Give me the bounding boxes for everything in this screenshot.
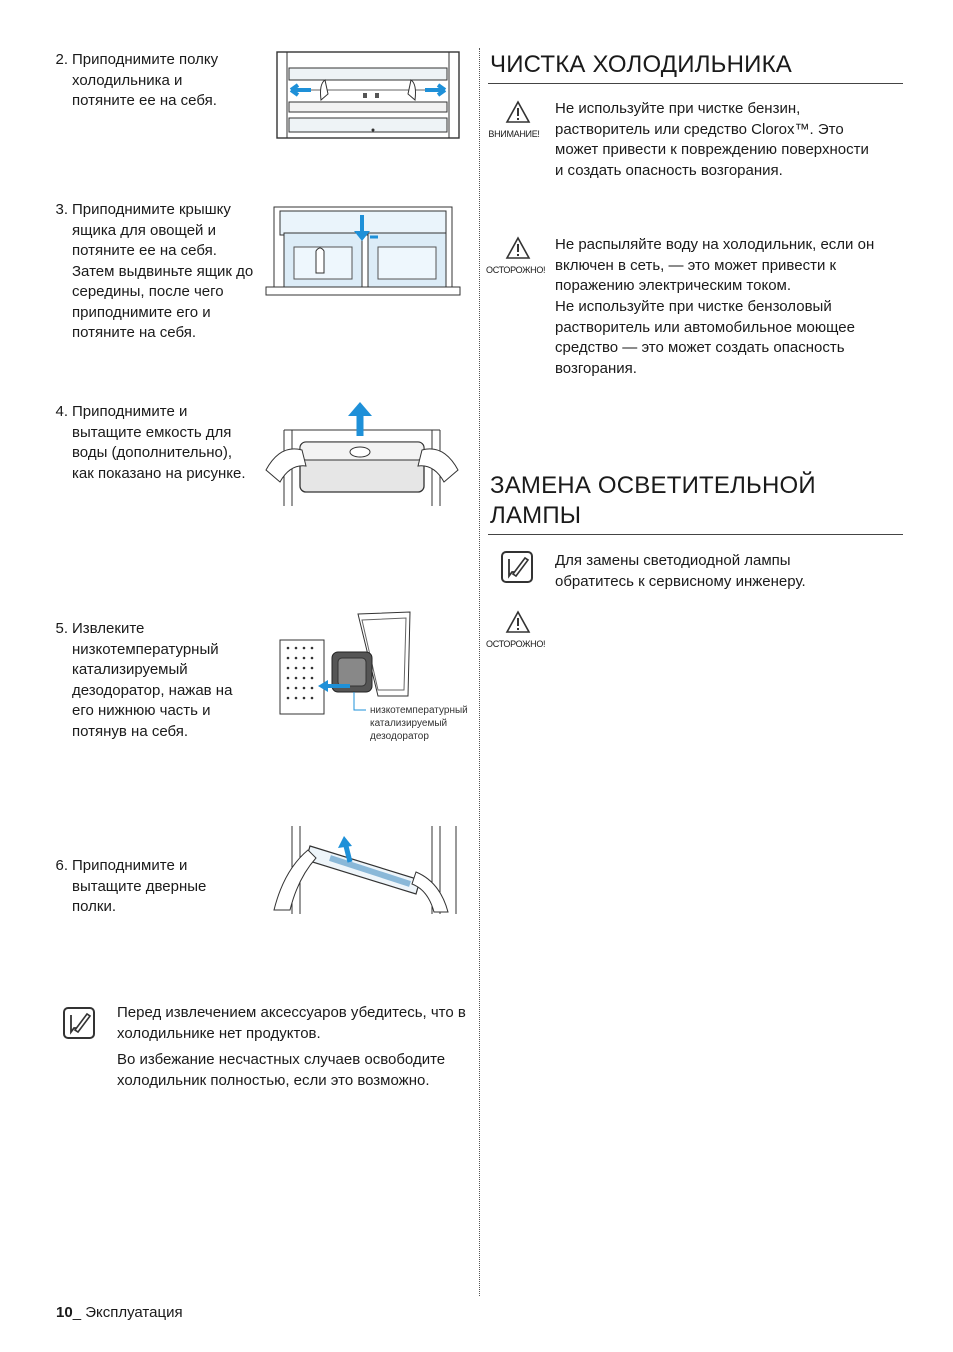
- warning-triangle-icon: [505, 100, 531, 124]
- warning-block-icon: [490, 100, 546, 139]
- step-6: [50, 856, 250, 926]
- step-3: [50, 200, 260, 350]
- lamp-section-title: ЗАМЕНА ОСВЕТИТЕЛЬНОЙ ЛАМПЫ: [490, 472, 816, 529]
- step-text: Приподнимите и вытащите дверные полки.: [72, 857, 207, 915]
- shelf-removal-figure: [275, 50, 461, 140]
- warning-label: ВНИМАНИЕ!: [488, 129, 540, 139]
- note-pencil-icon: [500, 550, 534, 589]
- footer-section: _ Эксплуатация: [72, 1304, 183, 1321]
- warning-triangle-icon: [505, 610, 531, 634]
- step-text: Приподнимите полку холодильника и потяните ее на себя.: [72, 51, 219, 109]
- step-number: 5.: [55, 620, 68, 637]
- lamp-caution-icon: [486, 610, 546, 649]
- step-text: Приподнимите и вытащите емкость для воды (дополнительно), как показано на рисунке.: [72, 403, 246, 482]
- step-number: 4.: [55, 403, 68, 420]
- warning-triangle-icon: [505, 236, 531, 260]
- step-number: 2.: [55, 51, 68, 68]
- warning-text: Не используйте при чистке бензин, растворитель или средство Clorox™. Это может привести к повреждению поверхности и создать опасность возгорания.: [555, 100, 869, 179]
- page-number: 10: [56, 1304, 73, 1321]
- page-footer: [56, 1304, 183, 1321]
- note-pencil-icon: [62, 1006, 96, 1045]
- title-rule: [488, 534, 903, 535]
- step-text: Приподнимите крышку ящика для овощей и потяните ее на себя. Затем выдвиньте ящик до середины, после чего приподнимите его и потяните на себя.: [72, 201, 254, 341]
- figure-caption: низкотемпературный катализируемый дезодоратор: [370, 705, 468, 742]
- water-tank-figure: [262, 400, 462, 506]
- title-rule: [488, 83, 903, 84]
- step-4: [50, 402, 260, 512]
- caution-label: ОСТОРОЖНО!: [486, 639, 546, 649]
- column-divider: [479, 48, 480, 1296]
- caution-text-1: Не распыляйте воду на холодильник, если он включен в сеть, — это может привести к поражению электрическим током.: [555, 236, 875, 294]
- note-paragraph-1: Перед извлечением аксессуаров убедитесь, что в холодильнике нет продуктов.: [117, 1004, 466, 1042]
- caution-label: ОСТОРОЖНО!: [486, 265, 546, 275]
- door-shelf-figure: [270, 824, 462, 918]
- caution-block-icon: [486, 236, 546, 275]
- caution-text-2: Не используйте при чистке бензоловый растворитель или автомобильное моющее средство — это может создать опасность возгорания.: [555, 298, 855, 377]
- step-2: [50, 50, 240, 120]
- cleaning-section-title: ЧИСТКА ХОЛОДИЛЬНИКА: [490, 51, 792, 78]
- lamp-note-text: Для замены светодиодной лампы обратитесь к сервисному инженеру.: [555, 552, 806, 590]
- step-5: [50, 619, 260, 749]
- step-number: 3.: [55, 201, 68, 218]
- note-paragraph-2: Во избежание несчастных случаев освободите холодильник полностью, если это возможно.: [117, 1051, 446, 1089]
- step-text: Извлеките низкотемпературный катализируемый дезодоратор, нажав на его нижнюю часть и потянув на себя.: [72, 620, 233, 740]
- step-number: 6.: [55, 857, 68, 874]
- vegetable-drawer-figure: [264, 203, 462, 299]
